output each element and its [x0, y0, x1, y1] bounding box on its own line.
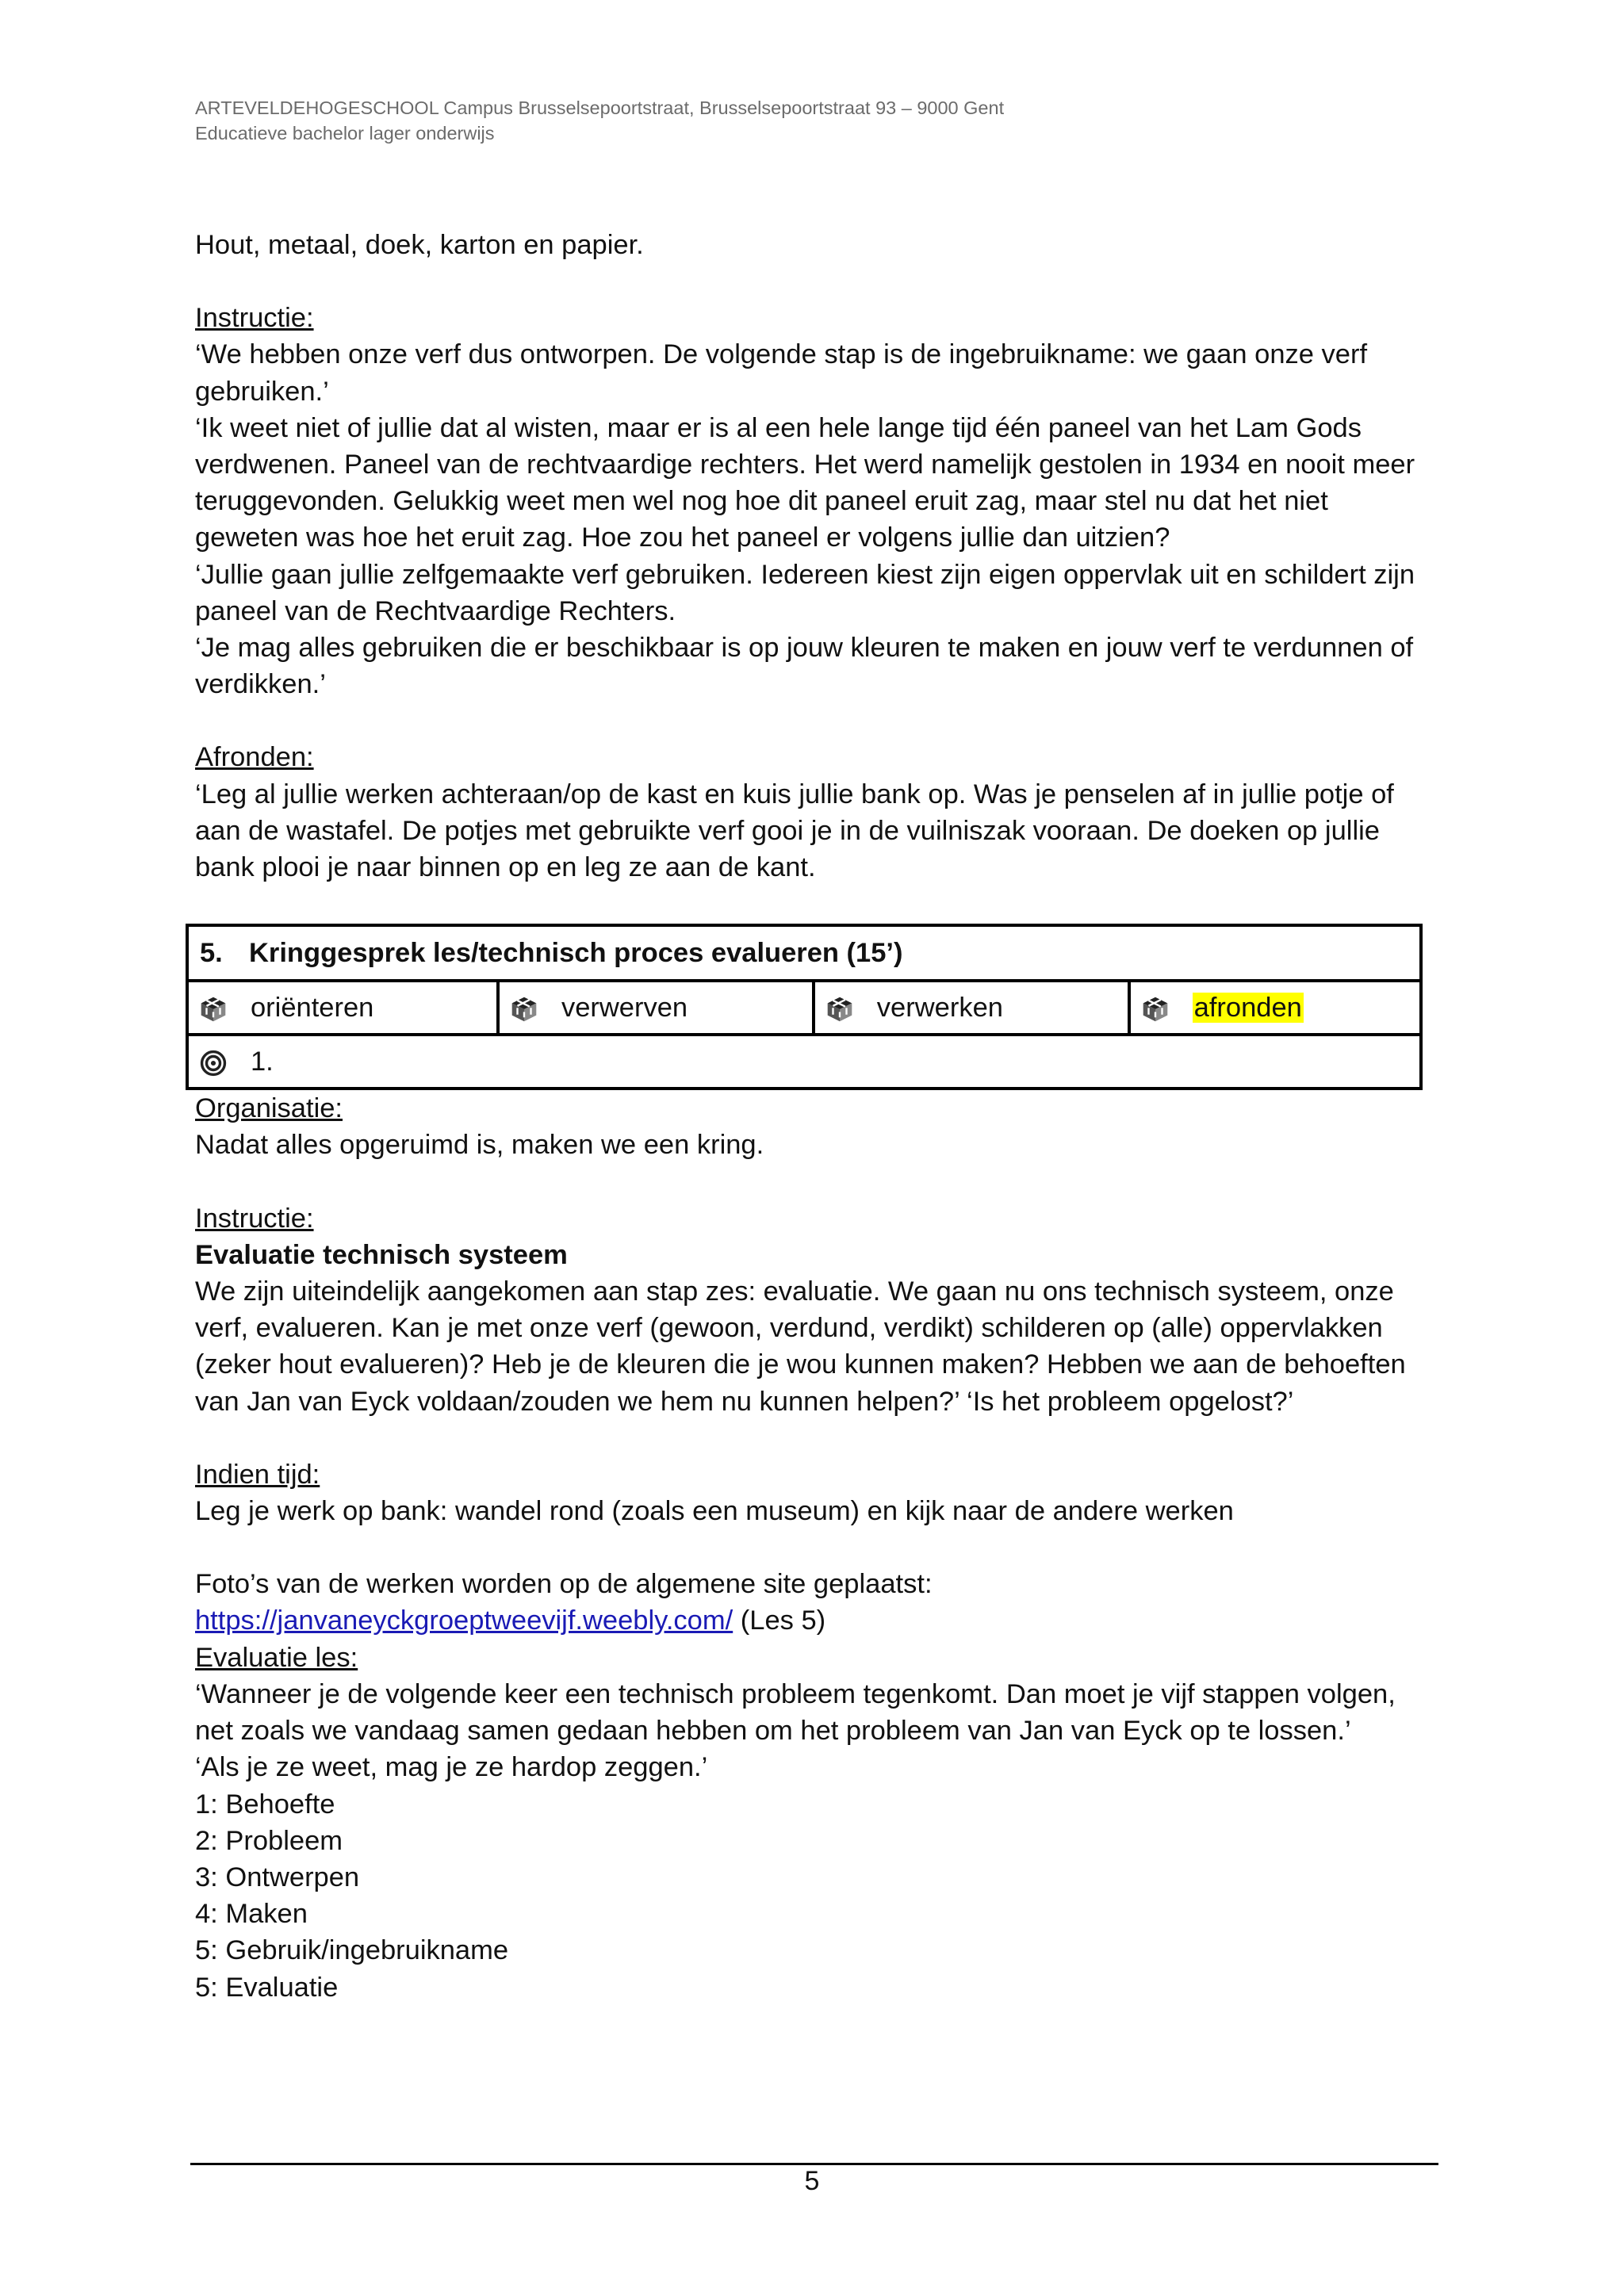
phase-cell-verwerken [814, 981, 1129, 1035]
page-number: 5 [804, 2166, 820, 2196]
header-institution: ARTEVELDEHOGESCHOOL Campus Brusselsepoortstraat, Brusselsepoortstraat 93 – 9000 Gent [195, 98, 1005, 118]
instructie-line: paneel van de Rechtvaardige Rechters. [195, 595, 676, 626]
evaluatie-line: ‘Als je ze weet, mag je ze hardop zeggen.’ [195, 1752, 708, 1783]
link-suffix: (Les 5) [733, 1605, 826, 1636]
phase-label: verwerven [561, 993, 688, 1024]
step-list-item: 3: Ontwerpen [195, 1862, 360, 1892]
photos-text: Foto’s van de werken worden op de algemene site geplaatst: [195, 1569, 933, 1600]
lesson-step-table [186, 924, 1423, 1090]
step-list-item: 1: Behoefte [195, 1789, 335, 1820]
header-program: Educatieve bachelor lager onderwijs [195, 123, 495, 144]
instructie-line: ‘Jullie gaan jullie zelfgemaakte verf gebruiken. Iedereen kiest zijn eigen oppervlak uit en schildert zijn [195, 559, 1415, 590]
instructie-line: geweten was hoe het eruit zag. Hoe zou het paneel er volgens jullie dan uitzien? [195, 522, 1170, 553]
instructie-line: teruggevonden. Gelukkig weet men wel nog hoe dit paneel eruit zag, maar stel nu dat het niet [195, 486, 1328, 517]
instructie-heading: Instructie: [195, 303, 314, 334]
phase-cell-verwerven [498, 981, 814, 1035]
instructie-line: gebruiken.’ [195, 376, 329, 407]
page-header [195, 95, 1004, 146]
evaluatie-line: net zoals we vandaag samen gedaan hebben om het probleem van Jan van Eyck op te lossen.’ [195, 1716, 1351, 1747]
step-list-item: 5: Evaluatie [195, 1972, 339, 2003]
indien-tijd-text: Leg je werk op bank: wandel rond (zoals een museum) en kijk naar de andere werken [195, 1496, 1234, 1527]
afronden-line: aan de wastafel. De potjes met gebruikte verf gooi je in de vuilniszak vooraan. De doeken op jullie [195, 815, 1380, 846]
phase-label: oriënteren [251, 993, 374, 1024]
instructie-line: verdwenen. Paneel van de rechtvaardige rechters. Het werd namelijk gestolen in 1934 en nooit meer [195, 450, 1415, 480]
step-list-item: 2: Probleem [195, 1825, 343, 1856]
instructie-line: van Jan van Eyck voldaan/zouden we hem nu kunnen helpen?’ ‘Is het probleem opgelost?’ [195, 1386, 1294, 1417]
afronden-line: ‘Leg al jullie werken achteraan/op de kast en kuis jullie bank op. Was je penselen af in jullie potje of [195, 779, 1394, 809]
afronden-heading: Afronden: [195, 742, 314, 773]
evaluatie-subheading: Evaluatie technisch systeem [195, 1239, 568, 1270]
step-number: 5. [200, 938, 223, 969]
step-list-item: 4: Maken [195, 1899, 308, 1930]
instructie-line: verf, evalueren. Kan je met onze verf (gewoon, verdund, verdikt) schilderen op (alle) oppervlakken [195, 1313, 1383, 1344]
instructie-line: ‘Je mag alles gebruiken die er beschikbaar is op jouw kleuren te maken en jouw verf te verdunnen of [195, 633, 1414, 664]
step-title: Kringgesprek les/technisch proces evalueren (15’) [249, 938, 903, 969]
photos-link-line [195, 1602, 1448, 1639]
puzzle-cube-icon [1142, 996, 1169, 1023]
phase-cell-afronden [1129, 981, 1421, 1035]
phase-label: verwerken [876, 993, 1003, 1024]
evaluatie-line: ‘Wanneer je de volgende keer een technisch probleem tegenkomt. Dan moet je vijf stappen volgen, [195, 1678, 1396, 1709]
goal-cell [187, 1035, 1421, 1089]
footer-divider [190, 2163, 1438, 2165]
instructie-heading: Instructie: [195, 1203, 314, 1234]
puzzle-cube-icon [826, 996, 853, 1023]
website-link[interactable]: https://janvaneyckgroeptweevijf.weebly.com/ [195, 1605, 733, 1636]
main-content [195, 227, 1448, 2006]
organisatie-heading: Organisatie: [195, 1093, 343, 1124]
afronden-line: bank plooi je naar binnen op en leg ze aan de kant. [195, 852, 816, 883]
instructie-line: verdikken.’ [195, 669, 326, 700]
step-title-cell [187, 925, 1421, 981]
organisatie-text: Nadat alles opgeruimd is, maken we een kring. [195, 1130, 764, 1161]
instructie-line: ‘We hebben onze verf dus ontworpen. De volgende stap is de ingebruikname: we gaan onze verf [195, 339, 1368, 370]
puzzle-cube-icon [511, 996, 538, 1023]
evaluatie-les-heading: Evaluatie les: [195, 1642, 358, 1673]
indien-tijd-heading: Indien tijd: [195, 1459, 320, 1490]
instructie-line: (zeker hout evalueren)? Heb je de kleuren die je wou kunnen maken? Hebben we aan de behoeften [195, 1349, 1406, 1380]
target-icon [200, 1050, 227, 1077]
step-list-item: 5: Gebruik/ingebruikname [195, 1935, 509, 1966]
puzzle-cube-icon [200, 996, 227, 1023]
instructie-line: ‘Ik weet niet of jullie dat al wisten, maar er is al een hele lange tijd één paneel van het Lam Gods [195, 412, 1362, 443]
goal-number: 1. [251, 1047, 274, 1077]
materials-line: Hout, metaal, doek, karton en papier. [195, 230, 644, 260]
instructie-line: We zijn uiteindelijk aangekomen aan stap zes: evaluatie. We gaan nu ons technisch systeem, onze [195, 1276, 1394, 1307]
phase-cell-orienteren [187, 981, 498, 1035]
phase-label-highlighted: afronden [1193, 993, 1302, 1024]
